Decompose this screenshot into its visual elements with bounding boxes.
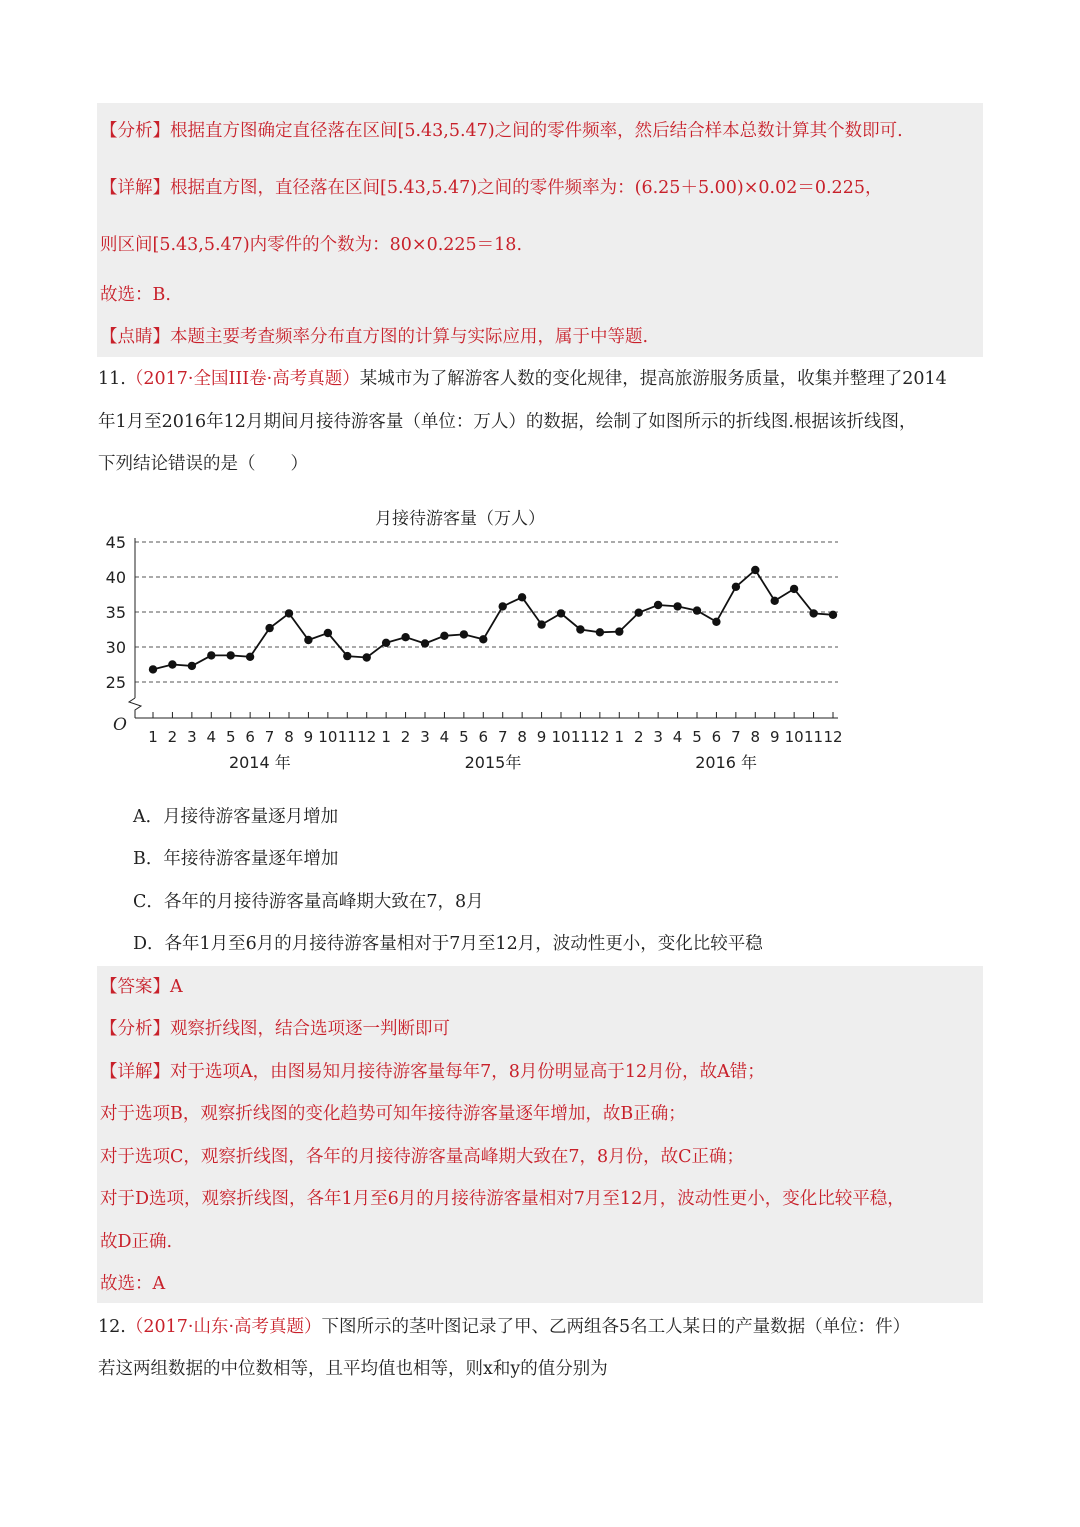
x-tick-label: 4	[206, 728, 217, 746]
x-tick-label: 11	[337, 728, 357, 746]
x-tick-label: 10	[784, 728, 804, 746]
data-point	[265, 624, 273, 632]
x-tick-label: 3	[420, 728, 430, 746]
data-point	[712, 618, 720, 626]
x-tick-label: 6	[245, 728, 255, 746]
q11-choice: 故选：A	[100, 1274, 166, 1294]
y-axis-break	[129, 698, 141, 718]
visitor-line-chart	[100, 500, 860, 785]
chart-axes	[129, 538, 838, 718]
q11-answer-value: A	[170, 977, 183, 997]
prev-comment-text: 本题主要考查频率分布直方图的计算与实际应用，属于中等题.	[170, 327, 649, 347]
x-tick-label: 3	[653, 728, 663, 746]
chart-title: 月接待游客量（万人）	[375, 509, 545, 529]
x-tick-label: 6	[478, 728, 489, 746]
q11-answer-tag: 【答案】	[100, 977, 170, 997]
x-tick-label: 1	[614, 728, 625, 746]
year-label: 2015年	[464, 753, 522, 772]
prev-detail-2: 则区间[5.43,5.47)内零件的个数为：80×0.225＝18.	[100, 235, 523, 255]
data-point	[285, 609, 293, 617]
x-tick-label: 10	[318, 728, 338, 746]
chart-line	[153, 570, 833, 669]
q11-source: （2017·全国III卷·高考真题）	[125, 369, 360, 389]
data-point	[596, 628, 604, 636]
data-point	[557, 609, 565, 617]
data-point	[421, 639, 429, 647]
data-point	[324, 629, 332, 637]
data-point	[654, 601, 662, 609]
x-tick-label: 10	[551, 728, 571, 746]
data-point	[440, 632, 448, 640]
q11-detail-text-1: 对于选项A，由图易知月接待游客量每年7，8月份明显高于12月份，故A错；	[170, 1062, 765, 1082]
prev-comment	[100, 325, 648, 349]
x-tick-label: 7	[264, 728, 275, 746]
prev-analysis	[100, 119, 903, 143]
q11-option-b[interactable]: B．年接待游客量逐年增加	[133, 849, 339, 869]
q11-analysis-tag: 【分析】	[100, 1019, 170, 1039]
data-point	[401, 633, 409, 641]
q12-text-1: 下图所示的茎叶图记录了甲、乙两组各5名工人某日的产量数据（单位：件）	[321, 1317, 911, 1337]
y-tick-40: 40	[105, 568, 126, 587]
x-tick-label: 3	[187, 728, 197, 746]
series-line	[153, 570, 833, 669]
x-tick-label: 5	[225, 728, 236, 746]
data-point	[809, 609, 817, 617]
x-tick-label: 11	[570, 728, 590, 746]
origin-label: O	[113, 715, 127, 735]
q12-number: 12.	[98, 1317, 126, 1337]
q11-detail-5: 故D正确.	[100, 1232, 173, 1252]
data-point	[518, 593, 526, 601]
data-point	[635, 609, 643, 617]
data-point	[343, 652, 351, 660]
x-tick-label: 7	[497, 728, 508, 746]
x-tick-label: 11	[804, 728, 824, 746]
prev-detail-1	[100, 176, 882, 200]
q11-detail-2: 对于选项B，观察折线图的变化趋势可知年接待游客量逐年增加，故B正确；	[100, 1104, 686, 1124]
data-point	[499, 602, 507, 610]
q12-source: （2017·山东·高考真题）	[125, 1317, 322, 1337]
x-tick-label: 4	[439, 728, 450, 746]
data-point	[732, 583, 740, 591]
q12-line-1	[98, 1315, 910, 1339]
q11-line-3: 下列结论错误的是（ ）	[98, 454, 308, 474]
q11-detail-tag: 【详解】	[100, 1062, 170, 1082]
data-point	[382, 639, 390, 647]
y-tick-25: 25	[105, 673, 126, 692]
data-point	[227, 651, 235, 659]
data-point	[693, 606, 701, 614]
data-point	[363, 653, 371, 661]
y-tick-30: 30	[105, 638, 126, 657]
data-point	[304, 636, 312, 644]
prev-choice: 故选：B.	[100, 285, 171, 305]
data-point	[246, 653, 254, 661]
q11-line-1	[98, 367, 947, 391]
q11-detail-1	[100, 1060, 765, 1084]
prev-analysis-text: 根据直方图确定直径落在区间[5.43,5.47)之间的零件频率，然后结合样本总数计算其个数即可.	[170, 121, 903, 141]
data-point	[771, 597, 779, 605]
data-point	[149, 665, 157, 673]
prev-detail-text-1: 根据直方图，直径落在区间[5.43,5.47)之间的零件频率为：(6.25＋5.00)×0.02＝0.225，	[170, 178, 883, 198]
x-tick-label: 8	[284, 728, 294, 746]
x-tick-label: 8	[750, 728, 761, 746]
x-tick-label: 5	[692, 728, 702, 746]
q11-option-d[interactable]: D．各年1月至6月的月接待游客量相对于7月至12月，波动性更小，变化比较平稳	[133, 934, 763, 954]
x-tick-label: 12	[823, 728, 843, 746]
x-tick-label: 9	[536, 728, 547, 746]
q11-detail-4: 对于D选项，观察折线图，各年1月至6月的月接待游客量相对7月至12月，波动性更小，变化比较平稳，	[100, 1189, 905, 1209]
year-label: 2014 年	[228, 753, 291, 772]
data-point	[576, 625, 584, 633]
q11-text-1: 某城市为了解游客人数的变化规律，提高旅游服务质量，收集并整理了2014	[359, 369, 947, 389]
q11-answer	[100, 975, 183, 999]
data-point	[188, 662, 196, 670]
q11-number: 11.	[98, 369, 126, 389]
data-point	[751, 566, 759, 574]
data-point	[460, 630, 468, 638]
q11-detail-3: 对于选项C，观察折线图，各年的月接待游客量高峰期大致在7，8月份，故C正确；	[100, 1147, 745, 1167]
data-point	[479, 635, 487, 643]
data-point	[615, 627, 623, 635]
x-tick-label: 4	[672, 728, 683, 746]
q11-analysis	[100, 1017, 450, 1041]
y-tick-45: 45	[105, 533, 126, 552]
x-tick-label: 1	[148, 728, 158, 746]
data-point	[168, 660, 176, 668]
x-tick-label: 7	[731, 728, 741, 746]
data-point	[207, 651, 215, 659]
x-tick-label: 2	[400, 728, 411, 746]
y-tick-35: 35	[105, 603, 126, 622]
chart-labels	[106, 533, 843, 772]
x-tick-label: 9	[769, 728, 780, 746]
year-label: 2016 年	[695, 753, 758, 772]
x-tick-label: 5	[459, 728, 469, 746]
q11-line-2: 年1月至2016年12月期间月接待游客量（单位：万人）的数据，绘制了如图所示的折线图.根据该折线图，	[98, 412, 917, 432]
q12-line-2: 若这两组数据的中位数相等，且平均值也相等，则x和y的值分别为	[98, 1359, 608, 1379]
prev-detail-tag: 【详解】	[100, 178, 170, 198]
q11-option-a[interactable]: A．月接待游客量逐月增加	[133, 807, 339, 827]
x-tick-label: 1	[381, 728, 391, 746]
prev-comment-tag: 【点睛】	[100, 327, 170, 347]
x-tick-label: 2	[167, 728, 178, 746]
data-point	[829, 611, 837, 619]
x-tick-label: 9	[303, 728, 314, 746]
x-tick-label: 8	[517, 728, 527, 746]
x-tick-label: 12	[357, 728, 377, 746]
data-point	[790, 585, 798, 593]
chart-grid	[135, 542, 838, 682]
chart-points	[149, 566, 837, 674]
q11-analysis-text: 观察折线图，结合选项逐一判断即可	[170, 1019, 450, 1039]
x-tick-label: 12	[590, 728, 610, 746]
prev-analysis-tag: 【分析】	[100, 121, 170, 141]
x-tick-label: 2	[633, 728, 644, 746]
data-point	[673, 602, 681, 610]
q11-option-c[interactable]: C．各年的月接待游客量高峰期大致在7，8月	[133, 892, 484, 912]
x-tick-label: 6	[711, 728, 722, 746]
data-point	[537, 620, 545, 628]
